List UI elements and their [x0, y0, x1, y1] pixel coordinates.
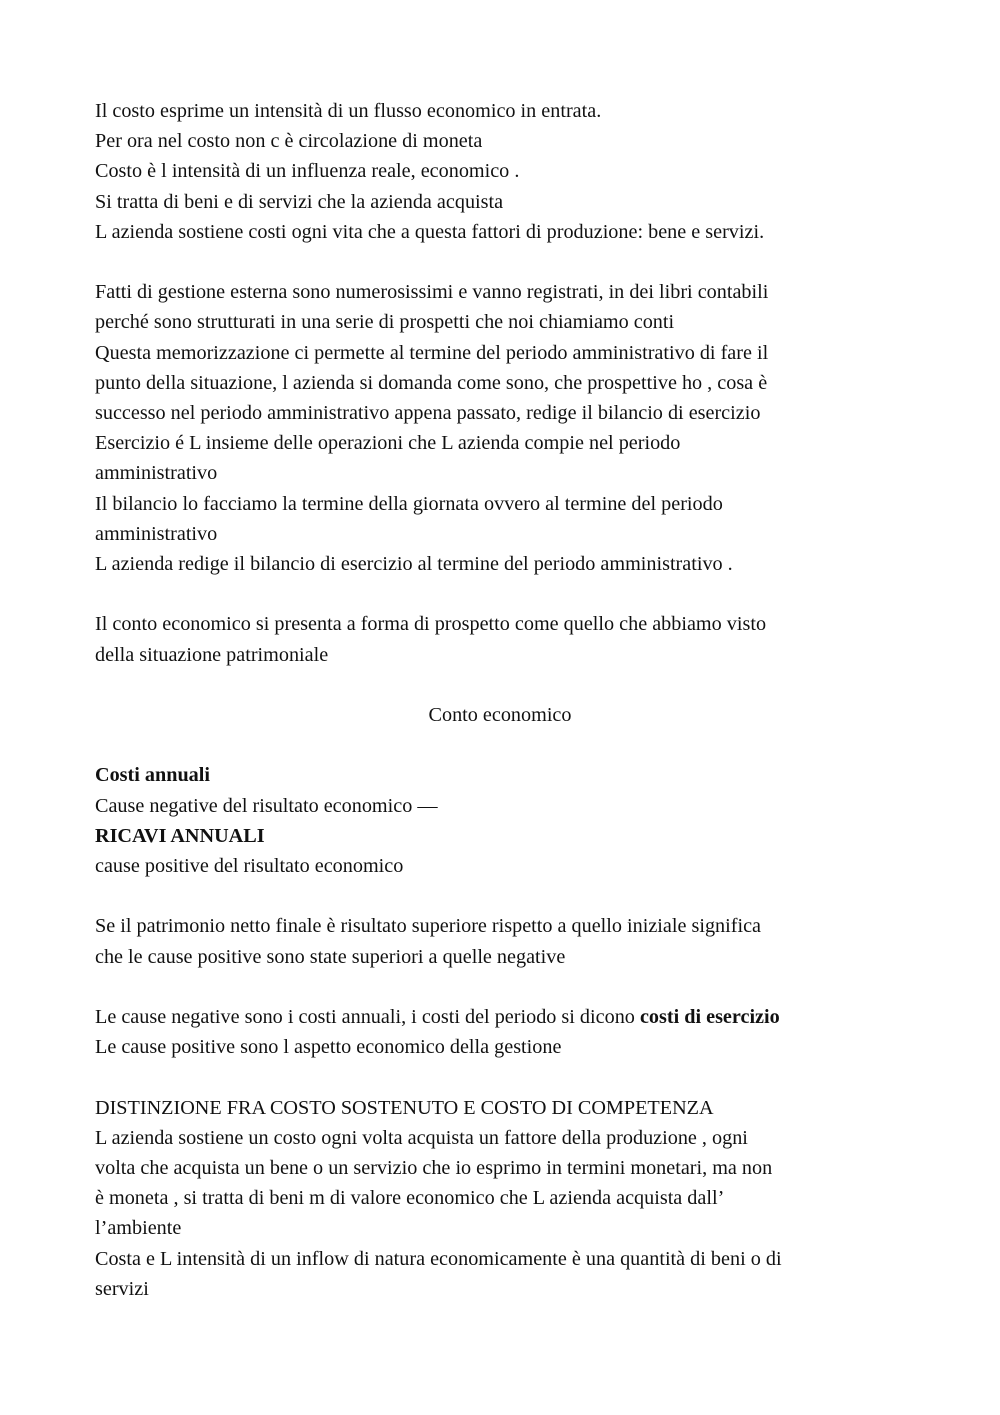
costi-heading: Costi annuali	[95, 764, 210, 787]
text-line: L azienda redige il bilancio di esercizio al termine del periodo amministrativo .	[95, 553, 733, 576]
paragraph-spacer	[95, 730, 955, 760]
text-line: amministrativo	[95, 462, 218, 485]
paragraph-cause	[95, 1002, 955, 1062]
text-line: Per ora nel costo non c è circolazione di moneta	[95, 130, 483, 153]
paragraph-spacer	[95, 670, 955, 700]
text-line: Si tratta di beni e di servizi che la azienda acquista	[95, 190, 504, 213]
costi-text: Cause negative del risultato economico —	[95, 794, 438, 817]
text-line: Se il patrimonio netto finale è risultato superiore rispetto a quello iniziale significa	[95, 915, 762, 938]
text-line: Costa e L intensità di un inflow di natura economicamente è una quantità di beni o di	[95, 1247, 782, 1270]
text-line: amministrativo	[95, 522, 218, 545]
paragraph-spacer	[95, 1062, 955, 1092]
paragraph-patrimonio-netto	[95, 911, 955, 971]
text-line: l’ambiente	[95, 1217, 182, 1240]
text-line: Fatti di gestione esterna sono numerosissimi e vanno registrati, in dei libri contabili	[95, 281, 769, 304]
text-line: successo nel periodo amministrativo appena passato, redige il bilancio di esercizio	[95, 402, 761, 425]
text-line: Il conto economico si presenta a forma di prospetto come quello che abbiamo visto	[95, 613, 767, 636]
text-line: è moneta , si tratta di beni m di valore economico che L azienda acquista dall’	[95, 1187, 725, 1210]
text-line: che le cause positive sono state superiori a quelle negative	[95, 945, 566, 968]
document-page	[95, 96, 955, 1304]
paragraph-conto-economico-intro	[95, 609, 955, 669]
text-line: servizi	[95, 1277, 149, 1300]
text-line: L azienda sostiene un costo ogni volta acquista un fattore della produzione , ogni	[95, 1126, 748, 1149]
paragraph-costo-intro	[95, 96, 955, 247]
paragraph-fatti-di-gestione	[95, 277, 955, 579]
paragraph-spacer	[95, 579, 955, 609]
text-line: Questa memorizzazione ci permette al termine del periodo amministrativo di fare il	[95, 341, 769, 364]
text-line: volta che acquista un bene o un servizio che io esprimo in termini monetari, ma non	[95, 1157, 773, 1179]
text-segment: Le cause negative sono i costi annuali, i costi del periodo si dicono	[95, 1006, 640, 1028]
costi-di-esercizio-term: costi di esercizio	[639, 1006, 780, 1028]
text-line: Esercizio é L insieme delle operazioni che L azienda compie nel periodo	[95, 432, 681, 455]
text-line: Il costo esprime un intensità di un flusso economico in entrata.	[95, 100, 602, 122]
text-line: Il bilancio lo facciamo la termine della giornata ovvero al termine del periodo	[95, 492, 723, 515]
paragraph-distinzione	[95, 1093, 955, 1304]
ricavi-text: cause positive del risultato economico	[95, 855, 404, 878]
paragraph-spacer	[95, 972, 955, 1002]
text-line: punto della situazione, l azienda si domanda come sono, che prospettive ho , cosa è	[95, 371, 768, 394]
conto-economico-block	[95, 760, 955, 881]
distinction-heading: DISTINZIONE FRA COSTO SOSTENUTO E COSTO DI COMPETENZA	[95, 1096, 714, 1119]
ricavi-heading: RICAVI ANNUALI	[95, 824, 265, 847]
text-line: Le cause positive sono l aspetto economico della gestione	[95, 1036, 562, 1059]
text-line	[95, 1002, 955, 1032]
text-line: Costo è l intensità di un influenza reale, economico .	[95, 160, 520, 183]
paragraph-spacer	[95, 247, 955, 277]
section-heading: Conto economico	[428, 704, 572, 727]
paragraph-spacer	[95, 881, 955, 911]
text-line: perché sono strutturati in una serie di prospetti che noi chiamiamo conti	[95, 311, 675, 334]
text-line: L azienda sostiene costi ogni vita che a questa fattori di produzione: bene e servizi.	[95, 220, 765, 243]
text-line: della situazione patrimoniale	[95, 643, 329, 666]
